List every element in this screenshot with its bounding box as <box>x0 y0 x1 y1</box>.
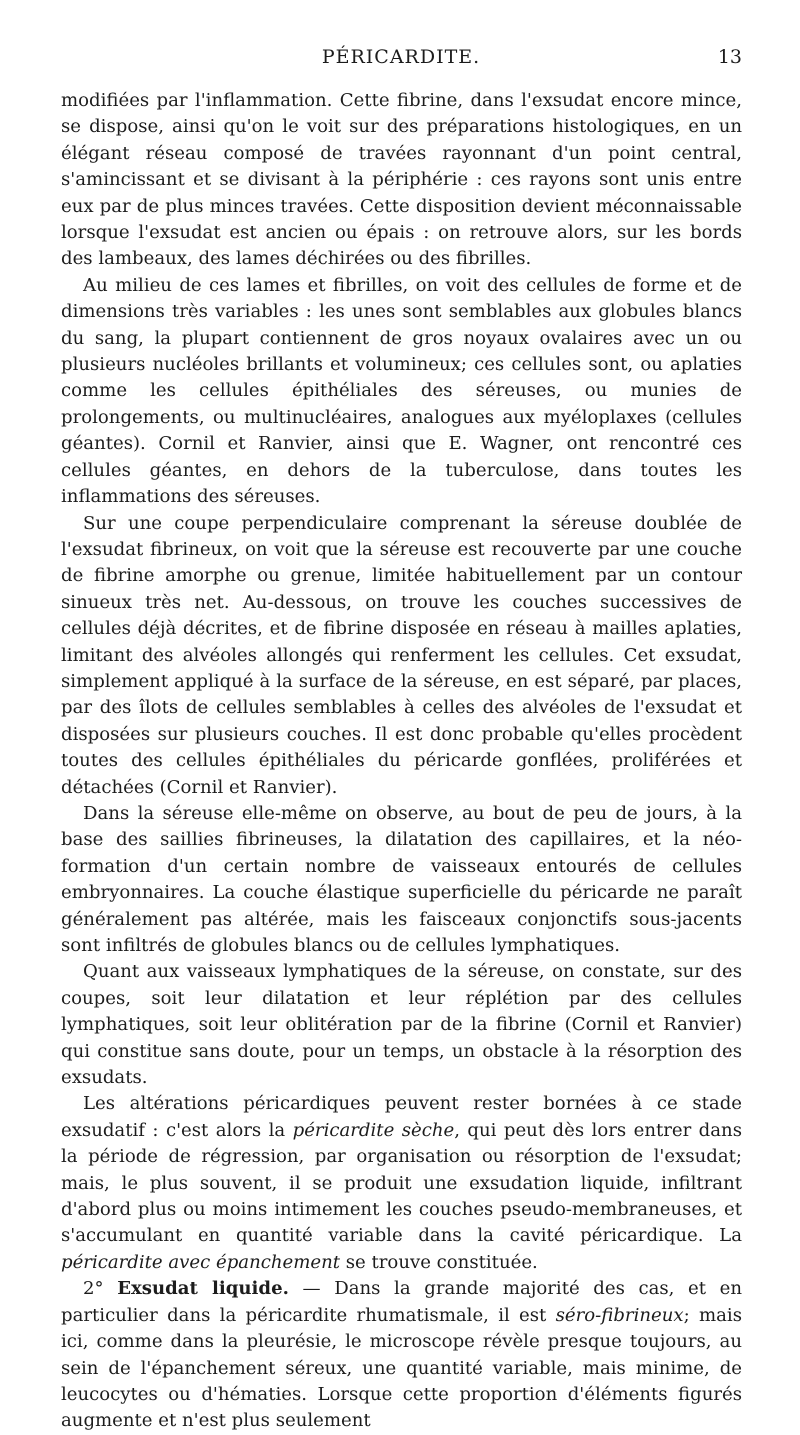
page-header <box>60 46 742 76</box>
paragraph-text: ; mais ici, comme dans la pleurésie, le microscope révèle presque toujours, au sein de l'épanchement séreux, une quantité variable, mais minime, de leucocytes ou d'hématies. Lorsque cette proportion d'éléments figurés augmente et n'est plus seulement <box>61 1304 742 1432</box>
paragraph-text: se trouve constituée. <box>340 1251 538 1273</box>
section-number: 2° <box>83 1278 104 1300</box>
italic-term: péricardite sèche <box>292 1119 455 1141</box>
page-number: 13 <box>717 46 742 68</box>
body-text <box>61 88 742 1435</box>
paragraph-text: — Dans la grande majorité des cas, et en particulier dans la péricardite rhumatismale, il est <box>61 1278 742 1326</box>
paragraph: Au milieu de ces lames et fibrilles, on voit des cellules de forme et de dimensions très variables : les unes sont semblables aux globules blancs du sang, la plupart contiennent de gros noyaux ovalaires avec un ou plusieurs nucléoles brillants et volumineux; ces cellules sont, ou aplaties comme les cellules épithéliales des séreuses, ou munies de prolongements, ou multinucléaires, analogues aux myéloplaxes (cellules géantes). Cornil et Ranvier, ainsi que E. Wagner, ont rencontré ces cellules géantes, en dehors de la tuberculose, dans toutes les inflammations des séreuses. <box>61 274 742 508</box>
section-title: Exsudat liquide. <box>117 1278 289 1300</box>
paragraph: Quant aux vaisseaux lymphatiques de la séreuse, on constate, sur des coupes, soit leur dilatation et leur réplétion par des cellules lymphatiques, soit leur oblitération par de la fibrine (Cornil et Ranvier) qui constitue sans doute, pour un temps, un obstacle à la résorption des exsudats. <box>61 961 742 1089</box>
paragraph-text: , qui peut dès lors entrer dans la période de régression, par organisation ou résorption de l'exsudat; mais, le plus souvent, il se produit une exsudation liquide, infiltrant d'abord plus ou moins intimement les couches pseudo-membraneuses, et s'accumulant en quantité variable dans la cavité péricardique. La <box>61 1119 742 1247</box>
running-title: PÉRICARDITE. <box>321 46 481 68</box>
italic-term: péricardite avec épanchement <box>61 1251 341 1273</box>
paragraph-text: Les altérations péricardiques peuvent rester bornées à ce stade exsudatif : c'est alors la <box>61 1093 742 1141</box>
paragraph: Dans la séreuse elle-même on observe, au bout de peu de jours, à la base des saillies fibrineuses, la dilatation des capillaires, et la néo-formation d'un certain nombre de vaisseaux entourés de cellules embryonnaires. La couche élastique superficielle du péricarde ne paraît généralement pas altérée, mais les faisceaux conjonctifs sous-jacents sont infiltrés de globules blancs ou de cellules lymphatiques. <box>61 802 742 956</box>
paragraph <box>61 1276 742 1434</box>
italic-term: séro-fibrineux <box>555 1304 684 1326</box>
paragraph: modifiées par l'inflammation. Cette fibrine, dans l'exsudat encore mince, se dispose, ainsi qu'on le voit sur des préparations histologiques, en un élégant réseau composé de travées rayonnant d'un point central, s'amincissant et se divisant à la périphérie : ces rayons sont unis entre eux par de plus minces travées. Cette disposition devient méconnaissable lorsque l'exsudat est ancien ou épais : on retrouve alors, sur les bords des lambeaux, des lames déchirées ou des fibrilles. <box>61 90 742 270</box>
paragraph <box>61 1091 742 1276</box>
paragraph: Sur une coupe perpendiculaire comprenant la séreuse doublée de l'exsudat fibrineux, on voit que la séreuse est recouverte par une couche de fibrine amorphe ou grenue, limitée habituellement par un contour sinueux très net. Au-dessous, on trouve les couches successives de cellules déjà décrites, et de fibrine disposée en réseau à mailles aplaties, limitant des alvéoles allongés qui renferment les cellules. Cet exsudat, simplement appliqué à la surface de la séreuse, en est séparé, par places, par des îlots de cellules semblables à celles des alvéoles de l'exsudat et disposées sur plusieurs couches. Il est donc probable qu'elles procèdent toutes des cellules épithéliales du péricarde gonflées, proliférées et détachées (Cornil et Ranvier). <box>61 512 742 798</box>
